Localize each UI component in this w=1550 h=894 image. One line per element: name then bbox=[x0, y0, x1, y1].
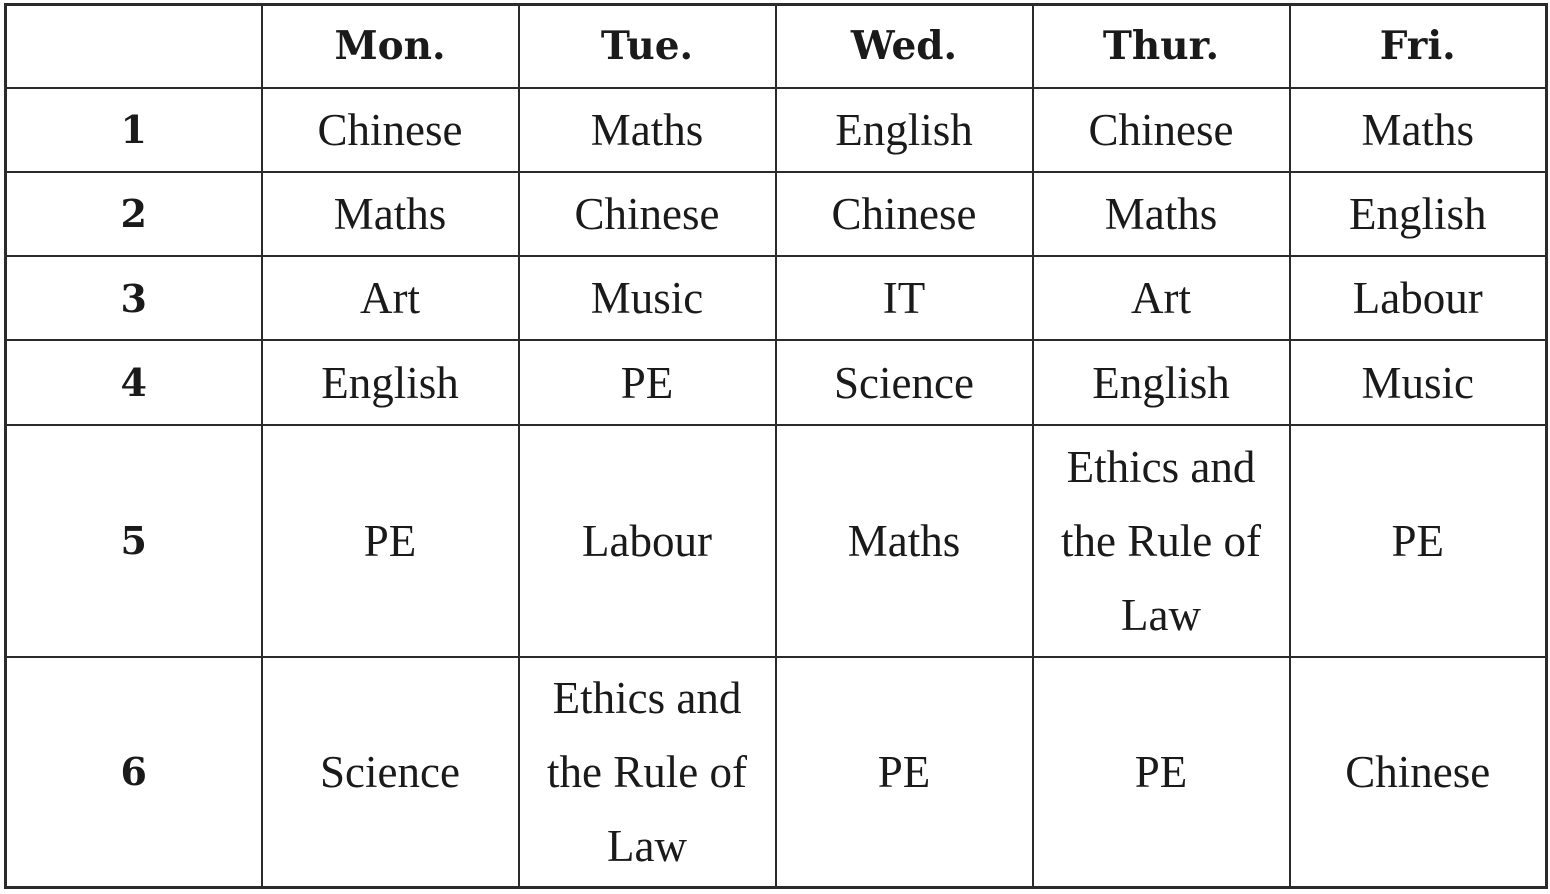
period-number: 6 bbox=[6, 657, 262, 888]
subject-cell: Chinese bbox=[519, 172, 776, 256]
header-row bbox=[6, 5, 1547, 88]
period-row-3 bbox=[6, 256, 1547, 340]
subject-cell: Science bbox=[776, 340, 1033, 424]
subject-cell: PE bbox=[262, 425, 519, 657]
subject-cell: Ethics and the Rule of Law bbox=[1033, 425, 1290, 657]
subject-cell: Labour bbox=[519, 425, 776, 657]
subject-cell: English bbox=[776, 88, 1033, 172]
day-header-fri: Fri. bbox=[1290, 5, 1547, 88]
period-row-2 bbox=[6, 172, 1547, 256]
day-header-wed: Wed. bbox=[776, 5, 1033, 88]
subject-cell: Music bbox=[519, 256, 776, 340]
day-header-thur: Thur. bbox=[1033, 5, 1290, 88]
subject-cell: Chinese bbox=[262, 88, 519, 172]
period-row-4 bbox=[6, 340, 1547, 424]
subject-cell: Maths bbox=[1290, 88, 1547, 172]
subject-cell: Science bbox=[262, 657, 519, 888]
subject-cell: PE bbox=[1033, 657, 1290, 888]
subject-cell: Maths bbox=[1033, 172, 1290, 256]
subject-cell: Art bbox=[1033, 256, 1290, 340]
period-number: 2 bbox=[6, 172, 262, 256]
subject-cell: Labour bbox=[1290, 256, 1547, 340]
subject-cell: Maths bbox=[519, 88, 776, 172]
subject-cell: Ethics and the Rule of Law bbox=[519, 657, 776, 888]
period-number: 5 bbox=[6, 425, 262, 657]
subject-cell: Maths bbox=[262, 172, 519, 256]
period-number: 3 bbox=[6, 256, 262, 340]
timetable bbox=[4, 3, 1548, 889]
subject-cell: English bbox=[1033, 340, 1290, 424]
period-number: 1 bbox=[6, 88, 262, 172]
subject-cell: Maths bbox=[776, 425, 1033, 657]
subject-cell: Chinese bbox=[1033, 88, 1290, 172]
period-row-5 bbox=[6, 425, 1547, 657]
subject-cell: PE bbox=[1290, 425, 1547, 657]
subject-cell: PE bbox=[519, 340, 776, 424]
day-header-mon: Mon. bbox=[262, 5, 519, 88]
subject-cell: English bbox=[1290, 172, 1547, 256]
subject-cell: IT bbox=[776, 256, 1033, 340]
subject-cell: PE bbox=[776, 657, 1033, 888]
period-number: 4 bbox=[6, 340, 262, 424]
subject-cell: English bbox=[262, 340, 519, 424]
day-header-tue: Tue. bbox=[519, 5, 776, 88]
subject-cell: Chinese bbox=[1290, 657, 1547, 888]
corner-cell bbox=[6, 5, 262, 88]
period-row-6 bbox=[6, 657, 1547, 888]
subject-cell: Art bbox=[262, 256, 519, 340]
subject-cell: Chinese bbox=[776, 172, 1033, 256]
subject-cell: Music bbox=[1290, 340, 1547, 424]
period-row-1 bbox=[6, 88, 1547, 172]
